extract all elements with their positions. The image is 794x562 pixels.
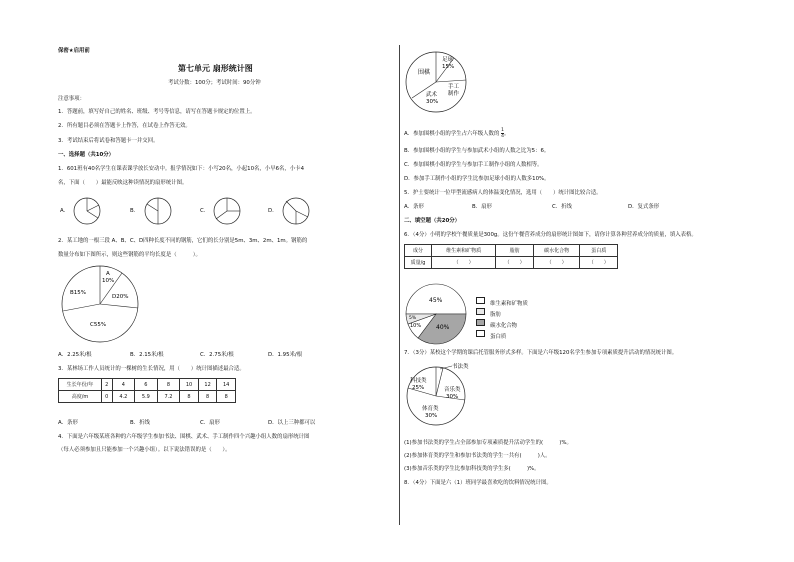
note-3: 3．考试结束后将试卷和答题卡一并交回。	[58, 138, 159, 144]
table-cell: 12	[198, 379, 217, 391]
legend-item	[476, 323, 506, 342]
table-cell: 6	[135, 379, 158, 391]
q4-option-a[interactable]	[404, 128, 509, 139]
q1-pie-a	[72, 196, 102, 226]
q2-option-d[interactable]: D．1.95米/根	[268, 352, 303, 358]
page-title: 第七单元 扇形统计图	[178, 64, 253, 73]
q1-line1: 1．601班有40名学生在课表课学放长安动中。报学情况如下：小写20名，小起10名，小早6名，小卡4	[58, 166, 305, 172]
section1-heading: 一、选择题（共10分）	[58, 152, 115, 158]
q2-label-a-pct: 10%	[102, 278, 115, 284]
q1-pie-d	[281, 196, 311, 226]
q1-option-b[interactable]: B.	[130, 208, 136, 214]
q6-line1: 6．（4分）小明的学校午餐质量是300g。这份午餐营养成分的扇形统计图如下，请你计算各种营养成分的质量，填入表格。	[404, 232, 697, 238]
q1-pie-c	[212, 196, 242, 226]
table-row	[405, 245, 618, 257]
q4-label-football: 足球	[442, 57, 454, 63]
q5-option-b[interactable]: B．扇形	[472, 204, 492, 210]
fraction-num: 1	[501, 128, 504, 133]
q6-label-40: 40%	[436, 324, 450, 331]
q4-option-a-text: A．参加围棋小组的学生占六年级人数的	[404, 131, 500, 137]
table-cell: 4	[112, 379, 135, 391]
table-cell: 8	[157, 379, 180, 391]
q2-option-c[interactable]: C．2.75米/根	[200, 352, 234, 358]
table-cell: 8	[217, 391, 236, 403]
q6-label-5: 5%	[409, 316, 417, 321]
section2-heading: 二、填空题（共20分）	[404, 218, 461, 224]
table-cell: 蛋白质	[580, 245, 618, 257]
q5-line1: 5．护士要统计一位甲型流感病人的体温变化情况，选用（ ）统计图比较合适。	[404, 190, 602, 196]
q7-label-tech: 科技类	[410, 378, 427, 384]
q7-label-tech-pct: 25%	[412, 385, 425, 391]
q4-line1: 4．下面是六年级某班各种的六年级学生参加书法、围棋、武术、手工制作四个兴趣小组人数的扇形统计图	[58, 434, 310, 440]
q2-line2: 数量分布如下图所示，则这些钢筋的平均长度是（ ）。	[58, 252, 201, 258]
q3-table	[58, 378, 236, 403]
table-cell: 8	[180, 391, 199, 403]
table-cell: 14	[217, 379, 236, 391]
q4-option-b[interactable]: B．参加围棋小组的学生与参加武术小组的人数之比为5：6。	[404, 148, 550, 154]
table-row	[405, 257, 618, 269]
q2-label-b: B15%	[70, 290, 86, 296]
q1-option-d[interactable]: D.	[268, 208, 274, 214]
legend-swatch	[476, 330, 485, 337]
column-divider	[399, 45, 400, 525]
q3-option-d[interactable]: D．以上三种都可以	[268, 420, 316, 426]
q7-blank-2[interactable]: (2)参加体育类的学生和参加书法类的学生一共有( )人。	[404, 453, 551, 459]
note-2: 2．所有题目必须在答题卡上作答，在试卷上作答无效。	[58, 123, 191, 129]
q3-line1: 3．某林场工作人员统计的一棵树的生长情况，用（ ）统计图描述最合适。	[58, 366, 245, 372]
q1-option-c[interactable]: C.	[200, 208, 206, 214]
table-cell: 10	[180, 379, 199, 391]
q4-label-craft2: 制作	[448, 91, 460, 97]
q4-option-d[interactable]: D．参加手工制作小组的学生比参加足球小组的人数多10%。	[404, 176, 550, 182]
q8-line1: 8．（4分）下面是六（1）班同学最喜欢吃的饮料情况统计图。	[404, 480, 552, 486]
answer-blank[interactable]: （ ）	[533, 257, 580, 269]
table-cell: 成分	[405, 245, 432, 257]
q5-option-a[interactable]: A．条形	[404, 204, 424, 210]
q4-option-c[interactable]: C．参加围棋小组的学生与参加手工制作小组的人数相等。	[404, 162, 543, 168]
q4-label-craft: 手工	[448, 84, 460, 90]
answer-blank[interactable]: （ ）	[580, 257, 618, 269]
table-cell: 脂肪	[496, 245, 534, 257]
table-cell: 质量/g	[405, 257, 432, 269]
q5-option-d[interactable]: D．复式条形	[628, 204, 660, 210]
table-cell: 8	[198, 391, 217, 403]
q2-label-a: A	[106, 271, 110, 277]
legend-label: 蛋白质	[490, 334, 507, 340]
q4-label-weiqi: 围棋	[418, 69, 431, 76]
table-cell: 碳水化合物	[533, 245, 580, 257]
q4-label-wushu-pct: 30%	[426, 99, 439, 105]
q1-option-a[interactable]: A.	[60, 208, 66, 214]
notes-heading: 注意事项：	[58, 96, 85, 102]
exam-meta: 考试分数：100分；考试时间：90分钟	[168, 80, 261, 86]
legend-label: 脂肪	[490, 312, 501, 318]
q2-pie-chart	[60, 264, 140, 344]
q4-label-wushu: 武术	[426, 92, 438, 98]
q7-blank-1[interactable]: (1)参加书法类的学生占全部参加专项素质提升活动学生的( )%。	[404, 440, 572, 446]
q6-label-45: 45%	[429, 297, 443, 304]
table-cell: 0	[102, 391, 113, 403]
q7-label-music-pct: 30%	[446, 394, 459, 400]
q6-pie-chart	[404, 282, 468, 346]
q7-label-sports-pct: 30%	[425, 413, 438, 419]
table-row	[59, 379, 236, 391]
q7-line1: 7．（3分）某校这个学期的课后托管服务形式多样。下面是六年级120名学生参加专项素质提升活动的情况统计图。	[404, 350, 678, 356]
q7-label-music: 音乐类	[444, 387, 461, 393]
q6-table	[404, 244, 618, 269]
table-cell: 生长年份/年	[59, 379, 102, 391]
secret-label: 保密★启用前	[58, 48, 90, 54]
table-cell: 4.2	[112, 391, 135, 403]
table-cell: 5.9	[135, 391, 158, 403]
legend-label: 维生素和矿物质	[490, 301, 528, 307]
q2-option-a[interactable]: A．2.25米/根	[58, 352, 92, 358]
q2-option-b[interactable]: B．2.15米/根	[130, 352, 164, 358]
q7-label-sports: 体育类	[422, 406, 439, 412]
table-cell: 维生素和矿物质	[432, 245, 496, 257]
q1-line2: 名，下面（ ）最能反映这种读情况的扇形统计图。	[58, 180, 188, 186]
q5-option-c[interactable]: C．折线	[552, 204, 572, 210]
legend-label: 碳水化合物	[490, 323, 518, 329]
q7-pie-chart	[404, 364, 494, 428]
period: 。	[503, 131, 510, 137]
q2-label-c: C55%	[90, 322, 107, 328]
q7-blank-3[interactable]: (3)参加音乐类的学生比参加科技类的学生多( )%。	[404, 466, 540, 472]
q2-label-d: D20%	[112, 294, 129, 300]
table-cell: 高度/m	[59, 391, 102, 403]
q3-option-c[interactable]: C．扇形	[200, 420, 220, 426]
q4-pie-chart	[404, 50, 468, 114]
answer-blank[interactable]: （ ）	[496, 257, 534, 269]
answer-blank[interactable]: （ ）	[432, 257, 496, 269]
q7-label-calligraphy: 书法类	[452, 364, 469, 370]
q1-pie-b	[143, 196, 173, 226]
table-cell: 2	[102, 379, 113, 391]
q2-line1: 2．某工地的一根三段 A、B、C、D四种长度不同的钢筋，它们的长分别是5m、3m、2m、1m。钢筋的	[58, 238, 308, 244]
fraction-den: 4	[501, 134, 504, 139]
q3-option-b[interactable]: B．折线	[130, 420, 150, 426]
q6-label-10: 10%	[410, 323, 422, 329]
q3-option-a[interactable]: A．条形	[58, 420, 78, 426]
q4-label-football-pct: 15%	[442, 64, 455, 70]
table-row	[59, 391, 236, 403]
table-cell: 7.2	[157, 391, 180, 403]
note-1: 1．答题前，填写好自己的姓名、班级、考号等信息，请写在答题卡规定的位置上。	[58, 109, 256, 115]
q4-line2: （每人必须参加且只能参加一个兴趣小组）。以下说法错误的是（ ）。	[58, 447, 231, 453]
